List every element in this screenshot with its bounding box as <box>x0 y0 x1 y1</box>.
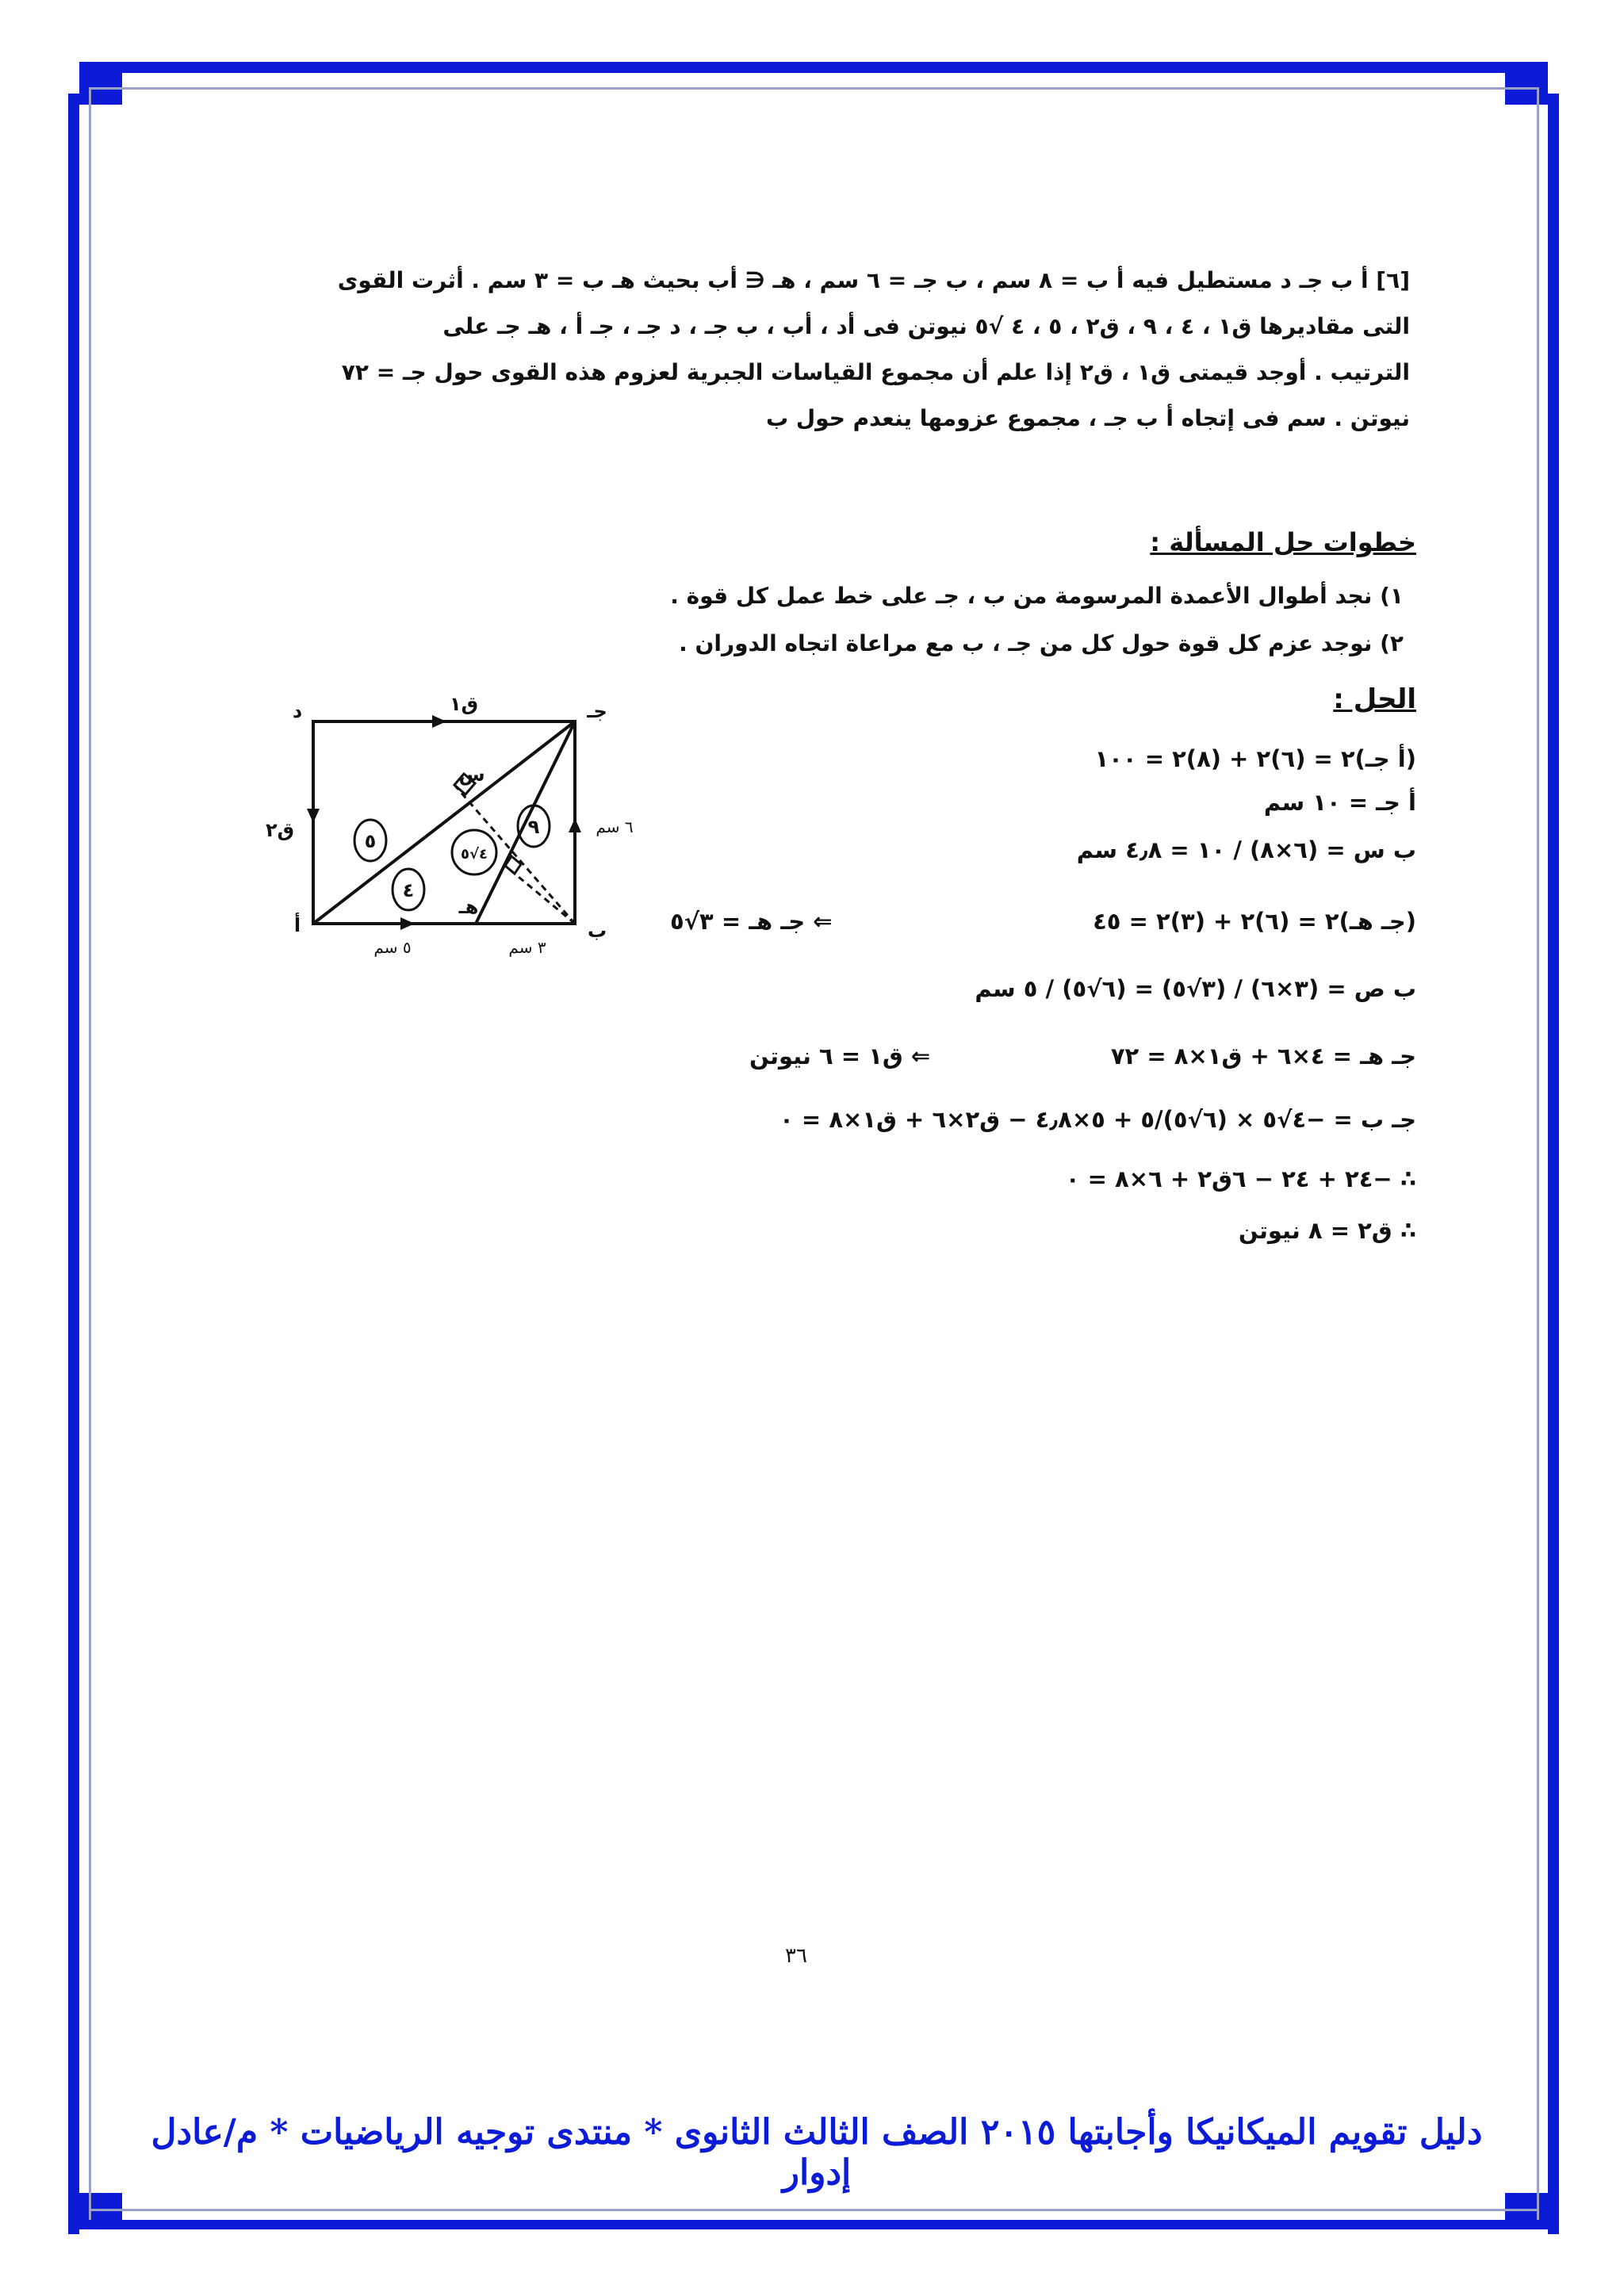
border-right <box>1548 94 1559 2234</box>
border-top-left-corner <box>79 62 122 105</box>
steps-title: خطوات حل المسألة : <box>1150 527 1416 557</box>
label-e: هـ <box>458 896 479 918</box>
arrow-dc <box>432 715 446 728</box>
problem-line: [٦] أ ب جـ د مستطيل فيه أ ب = ٨ سم ، ب جـ = ٦ سم ، هـ ∈ أب بحيث هـ ب = ٣ سم . أثرت القوى <box>337 267 1410 293</box>
step-item: ١) نجد أطوال الأعمدة المرسومة من ب ، جـ على خط عمل كل قوة . <box>670 583 1404 609</box>
label-length: ٦ سم <box>596 817 634 836</box>
problem-statement <box>262 258 1410 442</box>
arrow-bc <box>569 818 581 832</box>
border-bottom-right-corner <box>1505 2193 1548 2229</box>
border-bottom <box>111 2220 1515 2229</box>
solution-line: جـ هـ = ٤×٦ + ق١×٨ = ٧٢ <box>1110 1043 1416 1070</box>
force-value: ٩ <box>527 816 540 838</box>
border-inner-top <box>89 87 1538 90</box>
solution-title: الحل : <box>1333 683 1416 715</box>
solution-line: ب س = (٦×٨) / ١٠ = ٤٫٨ سم <box>1076 836 1416 863</box>
border-inner-bottom <box>89 2209 1538 2211</box>
border-inner-left <box>89 87 91 2220</box>
solution-line: ∴ ق٢ = ٨ نيوتن <box>1238 1217 1416 1244</box>
perpendicular-bp <box>505 866 575 924</box>
footer-text: دليل تقويم الميكانيكا وأجابتها ٢٠١٥ الصف الثالث الثانوى * منتدى توجيه الرياضيات * م/عادل إدوار <box>151 2112 1483 2193</box>
solution-line: جـ ب = −٤√٥ × (٦√٥)/٥ + ٥×٤٫٨ − ق٢×٦ + ق١×٨ = ٠ <box>779 1106 1416 1133</box>
label-q1: ق١ <box>449 693 479 715</box>
arrow-ab <box>400 917 415 930</box>
solution-line: ب ص = (٣×٦) / (٣√٥) = (٦√٥) / ٥ سم <box>975 975 1416 1002</box>
border-top <box>111 62 1515 73</box>
label-length: ٣ سم <box>508 938 546 957</box>
label-b: ب <box>587 920 607 942</box>
force-value: ٤ <box>402 879 415 901</box>
solution-line: ∴ −٢٤ + ٢٤ − ٦ق٢ + ٦×٨ = ٠ <box>1065 1165 1416 1192</box>
solution-line: أ جـ = ١٠ سم <box>1263 789 1416 816</box>
solution-line: (أ جـ)٢ = (٦)٢ + (٨)٢ = ١٠٠ <box>1094 745 1416 772</box>
border-left <box>68 94 79 2234</box>
label-length: ٥ سم <box>373 938 412 957</box>
problem-line: نيوتن . سم فى إتجاه أ ب جـ ، مجموع عزومها ينعدم حول ب <box>765 405 1410 431</box>
side-result: ⇐ جـ هـ = ٣√٥ <box>670 908 833 935</box>
solution-line: (جـ هـ)٢ = (٦)٢ + (٣)٢ = ٤٥ <box>1093 908 1416 935</box>
segment-ec <box>476 721 575 924</box>
border-inner-right <box>1537 87 1539 2220</box>
label-c: جـ <box>587 700 607 722</box>
force-value: ٤√٥ <box>460 846 488 863</box>
problem-line: الترتيب . أوجد قيمتى ق١ ، ق٢ إذا علم أن مجموع القياسات الجبرية لعزوم هذه القوى حول جـ = ٧٢ <box>341 359 1410 385</box>
problem-line: التى مقاديرها ق١ ، ٤ ، ٩ ، ق٢ ، ٥ ، ٤ √٥ نيوتن فى أد ، أب ، ب جـ ، د جـ ، جـ أ ، هـ جـ على <box>442 313 1410 339</box>
border-top-right-corner <box>1505 62 1548 105</box>
rectangle-force-diagram <box>265 682 634 967</box>
page-number: ٣٦ <box>785 1944 807 1968</box>
label-s: س <box>458 763 485 786</box>
border-bottom-left-corner <box>79 2193 122 2229</box>
arrow-da <box>307 809 320 823</box>
label-d: د <box>292 700 303 722</box>
step-item: ٢) نوجد عزم كل قوة حول كل من جـ ، ب مع مراعاة اتجاه الدوران . <box>679 630 1404 656</box>
force-value: ٥ <box>364 830 377 852</box>
side-result: ⇐ ق١ = ٦ نيوتن <box>749 1043 931 1070</box>
label-a: أ <box>293 914 301 936</box>
label-q2: ق٢ <box>265 819 295 841</box>
